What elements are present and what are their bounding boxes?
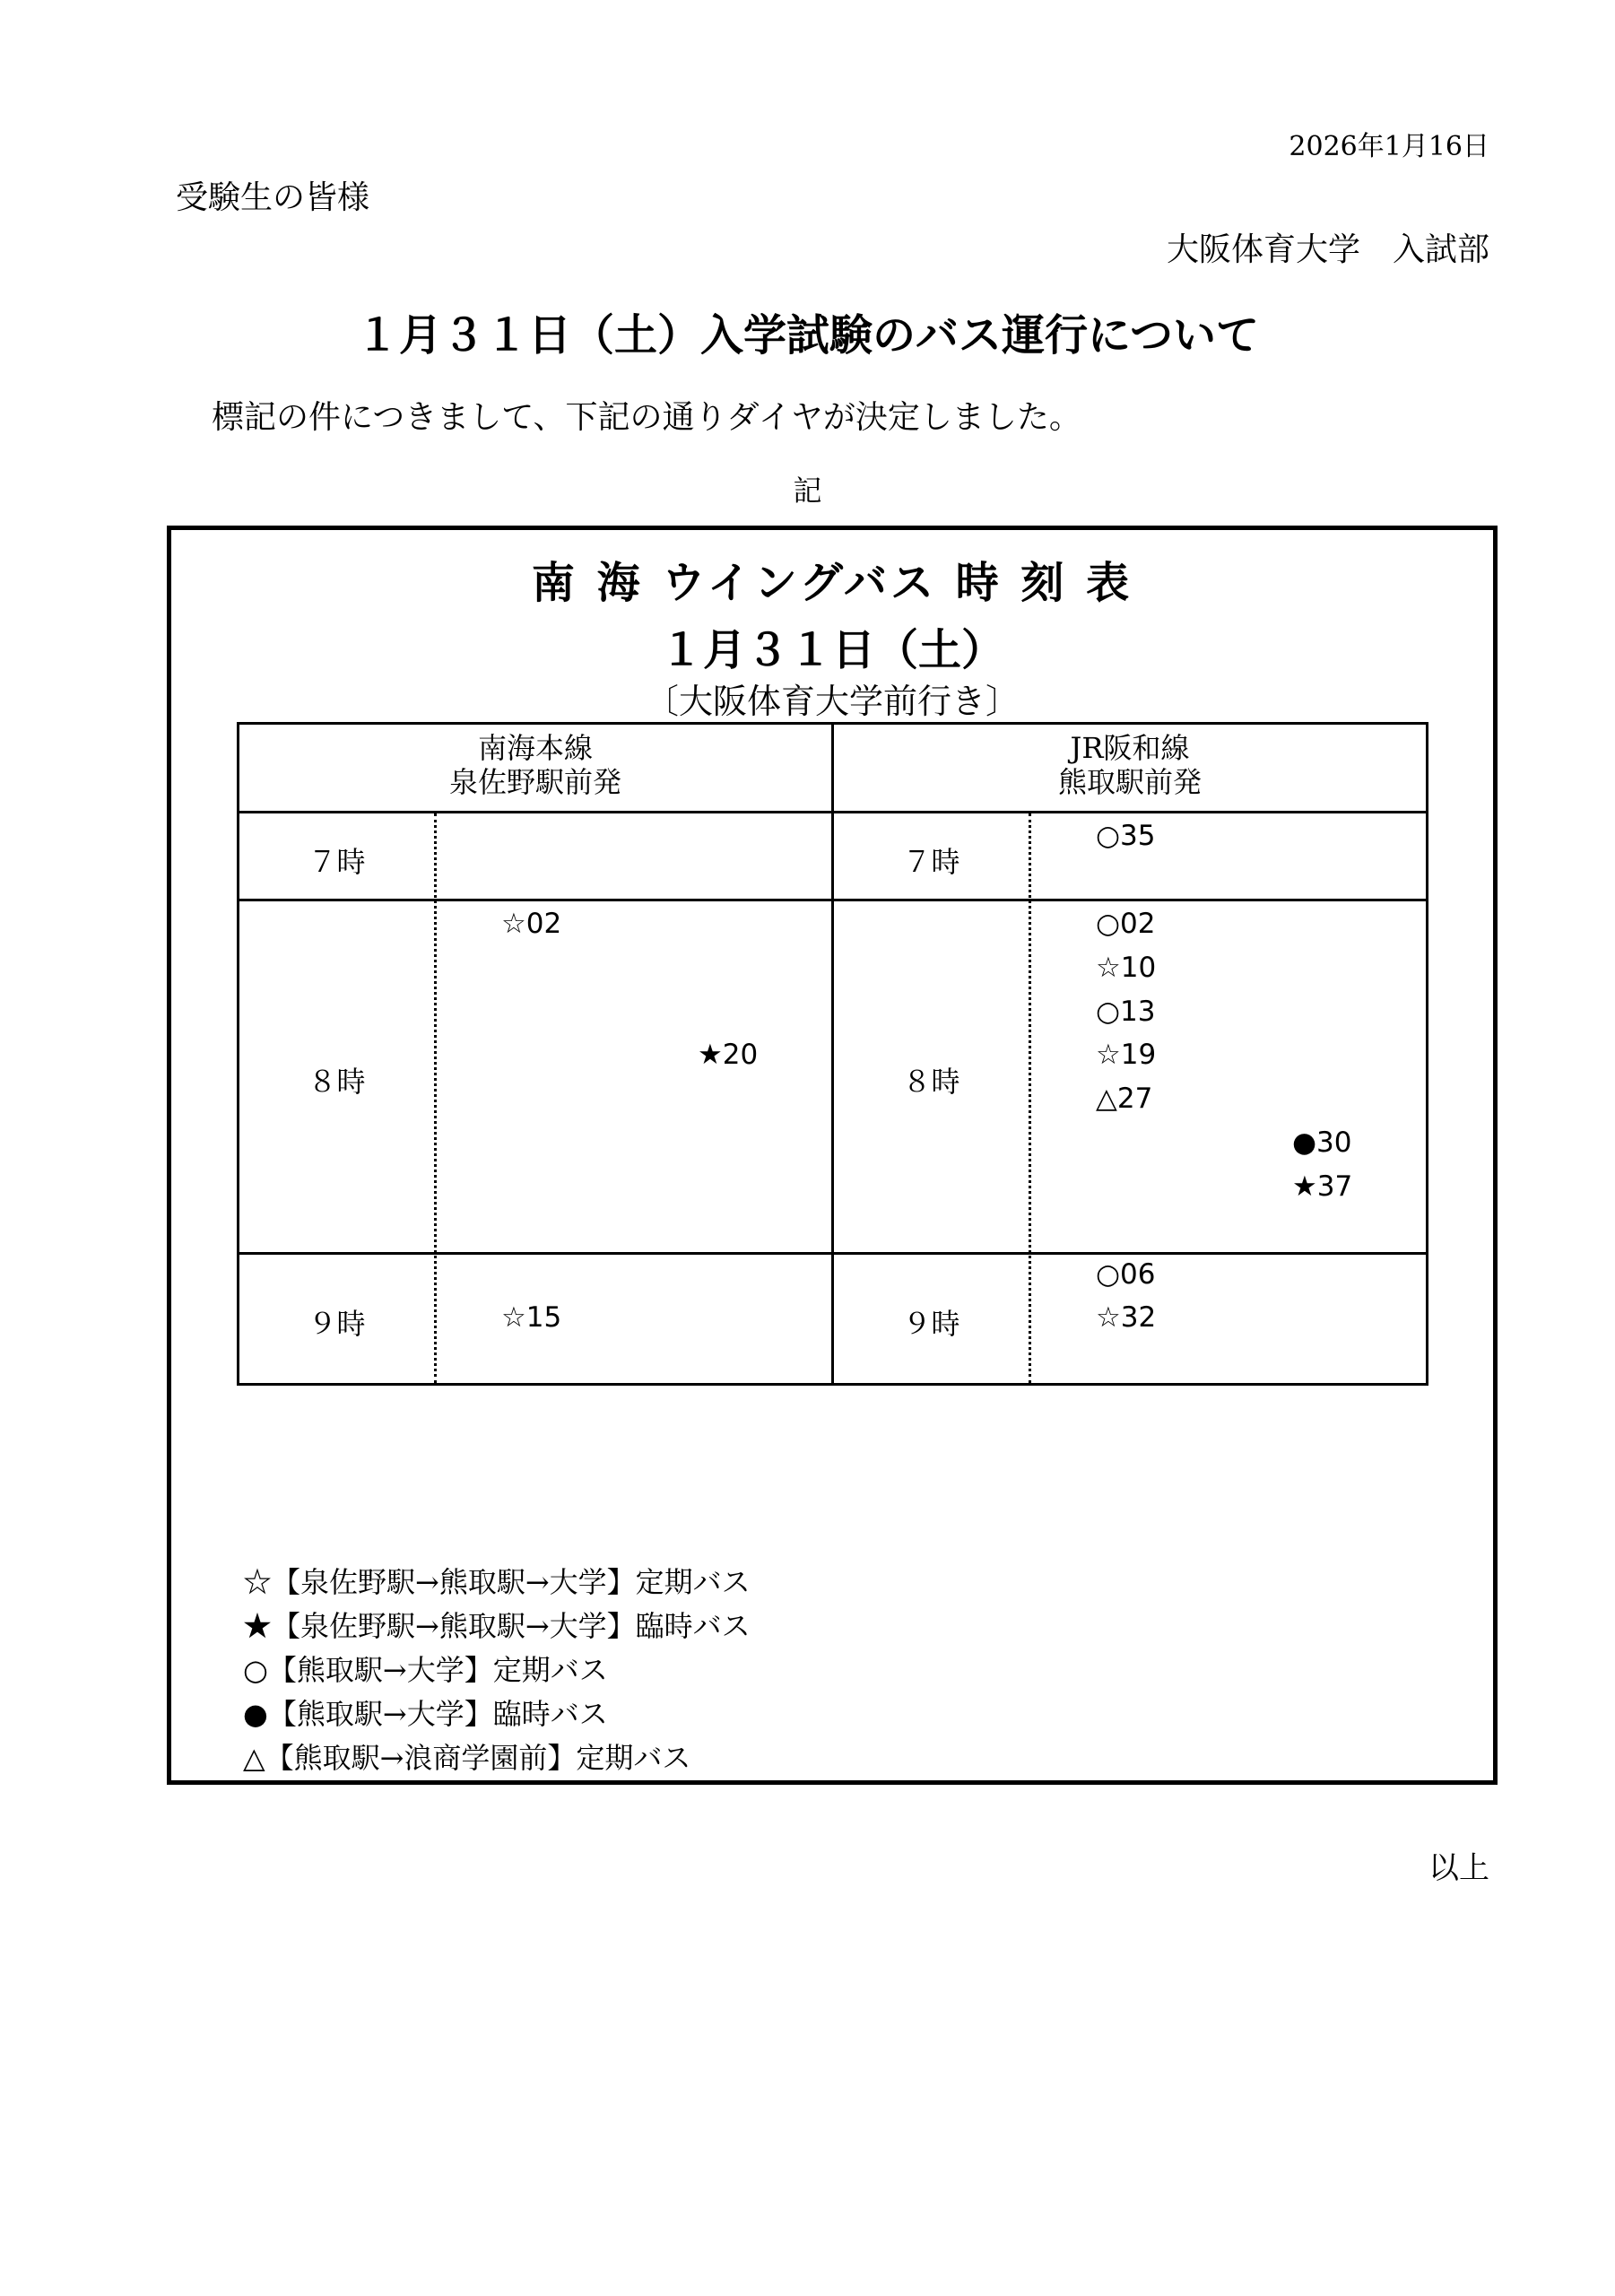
legend-item: ★【泉佐野駅→熊取駅→大学】臨時バス bbox=[243, 1609, 751, 1643]
addressee: 受験生の皆様 bbox=[176, 179, 370, 216]
legend-item: ○【熊取駅→大学】定期バス bbox=[243, 1653, 608, 1687]
right-8-entry: ○02 bbox=[1096, 908, 1156, 940]
left-9-entry: ☆15 bbox=[501, 1301, 562, 1334]
left-8-entry: ☆02 bbox=[501, 908, 562, 940]
right-7-entry: ○35 bbox=[1096, 820, 1156, 852]
timetable-date: １月３１日（土） bbox=[659, 625, 1004, 675]
document-date: 2026年1月16日 bbox=[1289, 131, 1489, 162]
legend-item: ☆【泉佐野駅→熊取駅→大学】定期バス bbox=[243, 1565, 751, 1599]
grid-dotted-right bbox=[1029, 813, 1031, 1383]
right-9-entry: ☆32 bbox=[1096, 1301, 1157, 1334]
right-8-entry: ☆19 bbox=[1096, 1039, 1157, 1071]
right-8-entry: ★37 bbox=[1292, 1170, 1353, 1203]
right-column-header bbox=[834, 731, 1426, 799]
right-8-entry: ●30 bbox=[1292, 1126, 1352, 1159]
page-title: １月３１日（土）入学試験のバス運行について bbox=[355, 310, 1260, 361]
left-hour-9: ９時 bbox=[308, 1307, 366, 1341]
grid-line-left bbox=[237, 722, 239, 1386]
grid-line-middle bbox=[831, 722, 834, 1386]
left-hour-8: ８時 bbox=[308, 1065, 366, 1099]
right-9-entry: ○06 bbox=[1096, 1258, 1156, 1291]
intro-text: 標記の件につきまして、下記の通りダイヤが決定しました。 bbox=[212, 399, 1081, 436]
sender: 大阪体育大学 入試部 bbox=[1166, 231, 1489, 268]
timetable-destination: 〔大阪体育大学前行き〕 bbox=[644, 682, 1020, 721]
left-hour-7: ７時 bbox=[308, 845, 366, 879]
legend-item: ●【熊取駅→大学】臨時バス bbox=[243, 1697, 608, 1731]
left-header-line2: 泉佐野駅前発 bbox=[448, 765, 621, 799]
legend-item: △【熊取駅→浪商学園前】定期バス bbox=[243, 1741, 691, 1775]
grid-dotted-left bbox=[434, 813, 437, 1383]
right-hour-9: ９時 bbox=[902, 1307, 960, 1341]
right-hour-8: ８時 bbox=[902, 1065, 960, 1099]
timetable-frame bbox=[167, 526, 1498, 1785]
right-header-line2: 熊取駅前発 bbox=[1057, 765, 1202, 799]
right-header-line1: JR阪和線 bbox=[1070, 731, 1190, 765]
timetable-title: 南 海 ウイングバス 時 刻 表 bbox=[531, 558, 1133, 608]
closing-text: 以上 bbox=[1428, 1850, 1489, 1886]
left-header-line1: 南海本線 bbox=[477, 731, 593, 765]
grid-line-right bbox=[1426, 722, 1428, 1386]
right-8-entry: △27 bbox=[1096, 1083, 1153, 1115]
left-column-header bbox=[239, 731, 831, 799]
ki-marker: 記 bbox=[793, 474, 822, 508]
right-8-entry: ○13 bbox=[1096, 996, 1156, 1028]
right-8-entry: ☆10 bbox=[1096, 952, 1157, 984]
left-8-entry: ★20 bbox=[698, 1039, 759, 1071]
right-hour-7: ７時 bbox=[902, 845, 960, 879]
